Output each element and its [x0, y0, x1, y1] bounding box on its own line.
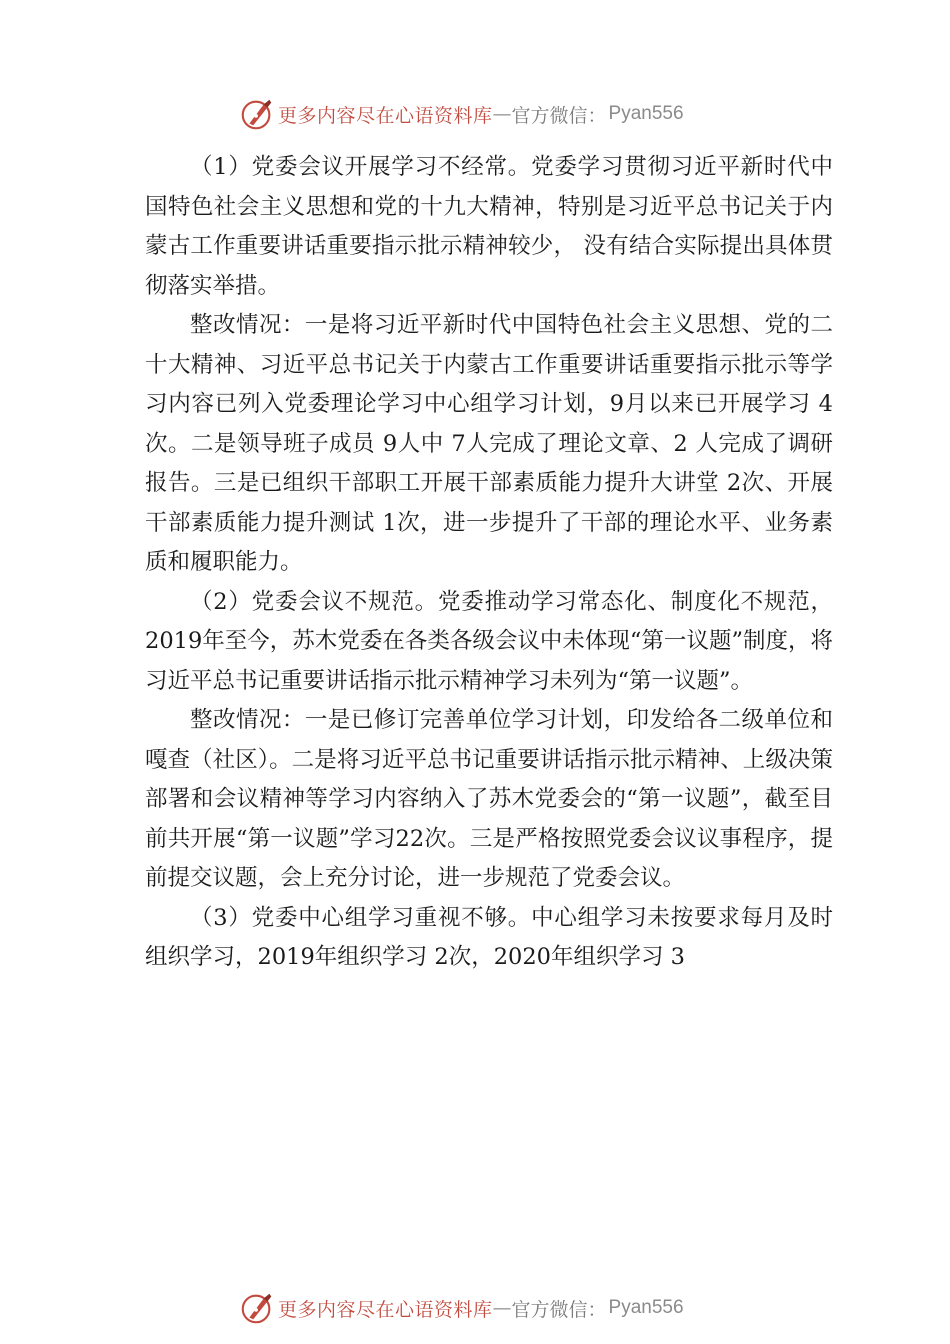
paragraph-5: （3）党委中心组学习重视不够。中心组学习未按要求每月及时组织学习，2019年组织学习 2次，2020年组织学习 3: [145, 904, 833, 970]
footer-separator: —: [492, 1297, 512, 1319]
header-wechat-id: Pyan556: [608, 103, 684, 124]
header-banner: [238, 94, 758, 134]
paragraph-4: 整改情况：一是已修订完善单位学习计划，印发给各二级单位和嘎查（社区）。二是将习近平总书记重要讲话指示批示精神、上级决策部署和会议精神等学习内容纳入了苏木党委会的“第一议题”，截至目前共开展“第一议题”学习22次。三是严格按照党委会议议事程序，提前提交议题，会上充分讨论，进一步规范了党委会议。: [145, 707, 833, 891]
document-body: [145, 148, 833, 978]
footer-wechat-label: 官方微信：: [511, 1298, 607, 1321]
header-site-name: 更多内容尽在心语资料库: [278, 104, 493, 127]
footer-site-name: 更多内容尽在心语资料库: [278, 1298, 493, 1321]
paragraph-1: （1）党委会议开展学习不经常。党委学习贯彻习近平新时代中国特色社会主义思想和党的十九大精神，特别是习近平总书记关于内蒙古工作重要讲话重要指示批示精神较少， 没有结合实际提出具体贯彻落实举措。: [145, 154, 833, 299]
footer-banner: [238, 1288, 758, 1328]
header-wechat-label: 官方微信：: [511, 104, 607, 127]
paragraph-3: （2）党委会议不规范。党委推动学习常态化、制度化不规范，2019年至今，苏木党委在各类各级会议中未体现“第一议题”制度，将习近平总书记重要讲话指示批示精神学习未列为“第一议题”。: [145, 588, 833, 694]
paragraph-2: 整改情况：一是将习近平新时代中国特色社会主义思想、党的二十大精神、习近平总书记关于内蒙古工作重要讲话重要指示批示等学习内容已列入党委理论学习中心组学习计划，9月以来已开展学习 4次。二是领导班子成员 9人中 7人完成了理论文章、2 人完成了调研报告。三是已组织干部职工开展干部素质能力提升大讲堂 2次、开展干部素质能力提升测试 1次，进一步提升了干部的理论水平、业务素质和履职能力。: [145, 312, 833, 575]
pen-nib-logo-icon: [238, 95, 276, 133]
pen-nib-logo-icon: [238, 1289, 276, 1327]
header-separator: —: [492, 103, 512, 125]
footer-wechat-id: Pyan556: [608, 1297, 684, 1318]
